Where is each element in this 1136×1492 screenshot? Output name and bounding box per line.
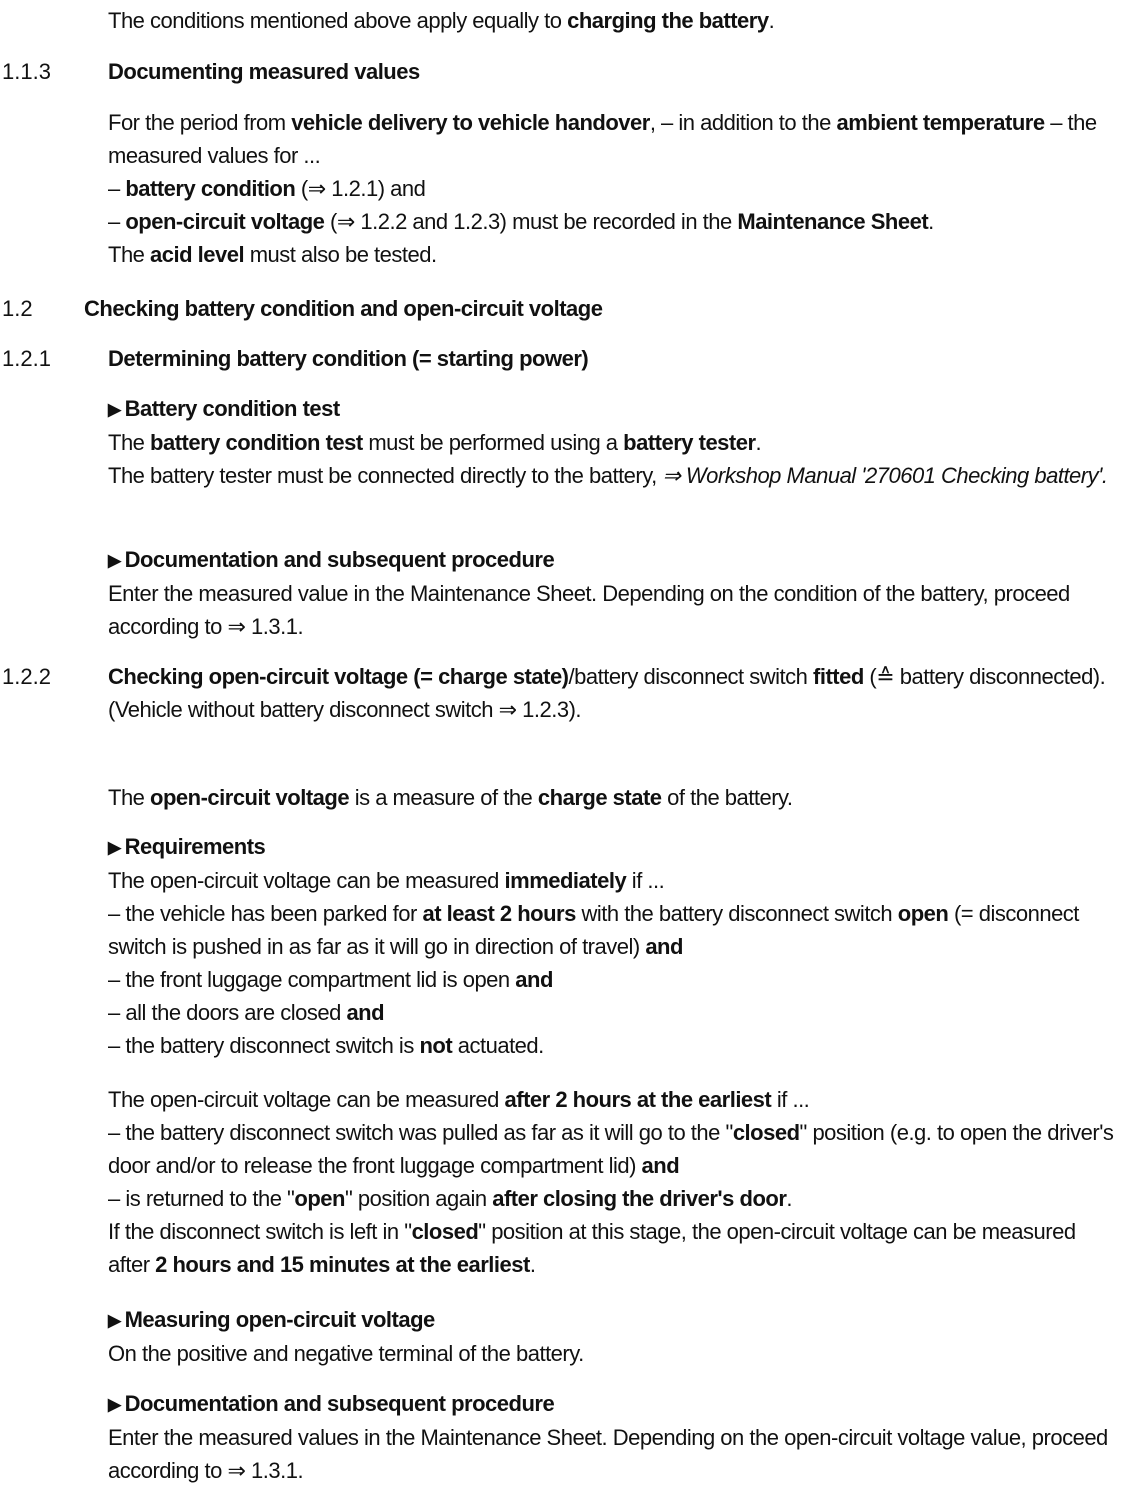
- subheading-text: Battery condition test: [124, 396, 340, 421]
- text: /battery disconnect switch: [568, 664, 814, 689]
- text: The battery tester must be connected directly to the battery,: [108, 463, 663, 488]
- text: – the vehicle has been parked for: [108, 901, 423, 926]
- text: must also be tested.: [244, 242, 437, 267]
- s122-documentation: [108, 1387, 1118, 1487]
- req-line-4: [108, 996, 1118, 1029]
- text: – the front luggage compartment lid is open: [108, 967, 516, 992]
- q-line-3: [108, 1182, 1118, 1215]
- bold: open: [294, 1186, 345, 1211]
- text: " position (e.g. to open the driver's door and/or to release the front luggage compartment lid): [108, 1120, 1114, 1178]
- bold: after closing the driver's door: [492, 1186, 787, 1211]
- bold: acid level: [150, 242, 245, 267]
- text: (⇒ 1.2.2 and 1.2.3) must be recorded in the: [324, 209, 738, 234]
- s113-line-2: [108, 172, 1118, 205]
- section-number-1-2-2: 1.2.2: [2, 664, 51, 689]
- triangle-bullet-icon: ▶: [108, 400, 121, 419]
- bold: not: [419, 1033, 453, 1058]
- bold: open-circuit voltage: [150, 785, 350, 810]
- subheading-text: Documentation and subsequent procedure: [124, 547, 555, 572]
- bold: battery condition test: [150, 430, 363, 455]
- bold: at least 2 hours: [422, 901, 576, 926]
- section-number-1-2: 1.2: [2, 296, 33, 321]
- triangle-bullet-icon: ▶: [108, 1395, 121, 1414]
- text: if ...: [771, 1087, 810, 1112]
- s113-line-1: [108, 106, 1118, 172]
- text: The: [108, 430, 151, 455]
- text: is a measure of the: [349, 785, 538, 810]
- section-1-1-3-body: [108, 106, 1118, 271]
- req-line-1: [108, 864, 1118, 897]
- text: .: [529, 1252, 536, 1277]
- text: must be performed using a: [362, 430, 624, 455]
- bold: battery condition: [125, 176, 296, 201]
- bold: and: [346, 1000, 385, 1025]
- s113-line-4: [108, 238, 1118, 271]
- text: – the measured values for ...: [108, 110, 1097, 168]
- text: .: [928, 209, 934, 234]
- text: .: [755, 430, 762, 455]
- text: – the battery disconnect switch is: [108, 1033, 420, 1058]
- text: (⇒ 1.2.1) and: [295, 176, 426, 201]
- req-line-5: [108, 1029, 1118, 1062]
- measuring-text: On the positive and negative terminal of the battery.: [108, 1341, 584, 1366]
- s122-paragraph-1: [108, 781, 1118, 814]
- documentation-text: Enter the measured values in the Maintenance Sheet. Depending on the open-circuit voltage value, proceed according to ⇒ 1.3.1.: [108, 1425, 1108, 1483]
- section-number-1-2-1: 1.2.1: [2, 346, 51, 371]
- triangle-bullet-icon: ▶: [108, 1311, 121, 1330]
- bold: fitted: [813, 664, 864, 689]
- text: The: [108, 785, 151, 810]
- s121-sub1-line-1: [108, 426, 1118, 459]
- text: if ...: [626, 868, 665, 893]
- text: with the battery disconnect switch: [575, 901, 898, 926]
- text: The open-circuit voltage can be measured: [108, 868, 505, 893]
- triangle-bullet-icon: ▶: [108, 551, 121, 570]
- s121-sub2-text: Enter the measured value in the Maintenance Sheet. Depending on the condition of the battery, proceed according to ⇒ 1.3.1.: [108, 581, 1070, 639]
- bold: closed: [411, 1219, 479, 1244]
- q-line-4: [108, 1215, 1118, 1281]
- text: –: [108, 209, 126, 234]
- section-title-1-2-1: Determining battery condition (= starting power): [108, 346, 589, 371]
- intro-paragraph: [108, 4, 1118, 37]
- s122-requirements: [108, 830, 1118, 1062]
- section-title-1-2-2: [108, 660, 1118, 726]
- text: – all the doors are closed: [108, 1000, 347, 1025]
- text: The open-circuit voltage can be measured: [108, 1087, 505, 1112]
- s122-measuring: [108, 1303, 1118, 1370]
- section-title-1-2: Checking battery condition and open-circuit voltage: [84, 296, 603, 321]
- bold: Maintenance Sheet: [737, 209, 929, 234]
- subheading-text: Requirements: [124, 834, 266, 859]
- q-line-2: [108, 1116, 1118, 1182]
- text: .: [786, 1186, 793, 1211]
- text: The: [108, 242, 151, 267]
- text: , – in addition to the: [649, 110, 837, 135]
- bold: and: [641, 1153, 680, 1178]
- bold: closed: [732, 1120, 800, 1145]
- bold: and: [515, 967, 553, 992]
- bold: and: [645, 934, 683, 959]
- req-line-3: [108, 963, 1118, 996]
- bold: vehicle delivery to vehicle handover: [291, 110, 650, 135]
- text: If the disconnect switch is left in ": [108, 1219, 412, 1244]
- text: –: [108, 176, 126, 201]
- bold: Checking open-circuit voltage (= charge state): [108, 664, 569, 689]
- text: of the battery.: [661, 785, 793, 810]
- section-title-1-1-3: Documenting measured values: [108, 59, 420, 84]
- bold: after 2 hours at the earliest: [504, 1087, 772, 1112]
- section-1-2-1-sub1: [108, 392, 1118, 492]
- text: – is returned to the ": [108, 1186, 295, 1211]
- subheading-documentation-2: [108, 1387, 1118, 1421]
- section-number-1-1-3: 1.1.3: [2, 59, 51, 84]
- intro-bold: charging the battery: [567, 8, 769, 33]
- bold: 2 hours and 15 minutes at the earliest: [155, 1252, 530, 1277]
- text: – the battery disconnect switch was pulled as far as it will go to the ": [108, 1120, 733, 1145]
- s122-after-2-hours: [108, 1083, 1118, 1281]
- s113-line-3: [108, 205, 1118, 238]
- subheading-documentation-1: [108, 543, 1118, 577]
- text: " position at this stage, the open-circuit voltage can be measured after: [108, 1219, 1076, 1277]
- intro-text: The conditions mentioned above apply equally to: [108, 8, 568, 33]
- text: (= disconnect switch is pushed in as far as it will go in direction of travel): [108, 901, 1079, 959]
- subheading-text: Measuring open-circuit voltage: [124, 1307, 435, 1332]
- s121-sub1-line-2: [108, 459, 1118, 492]
- s122-title: [108, 660, 1118, 693]
- section-1-2-1-sub2: [108, 543, 1118, 643]
- subheading-text: Documentation and subsequent procedure: [124, 1391, 555, 1416]
- text: " position again: [344, 1186, 493, 1211]
- triangle-bullet-icon: ▶: [108, 838, 121, 857]
- bold: immediately: [504, 868, 627, 893]
- bold: open-circuit voltage: [125, 209, 325, 234]
- text: (≙ battery disconnected).: [863, 664, 1106, 689]
- bold: ambient temperature: [836, 110, 1045, 135]
- s122-title-note: (Vehicle without battery disconnect switch ⇒ 1.2.3).: [108, 697, 582, 722]
- intro-end: .: [768, 8, 775, 33]
- text: For the period from: [108, 110, 292, 135]
- subheading-battery-condition-test: [108, 392, 1118, 426]
- q-line-1: [108, 1083, 1118, 1116]
- workshop-manual-reference: ⇒ Workshop Manual '270601 Checking battery'.: [662, 463, 1108, 488]
- bold: charge state: [537, 785, 662, 810]
- text: actuated.: [452, 1033, 544, 1058]
- subheading-requirements: [108, 830, 1118, 864]
- bold: open: [897, 901, 949, 926]
- subheading-measuring-ocv: [108, 1303, 1118, 1337]
- bold: battery tester: [623, 430, 756, 455]
- req-line-2: [108, 897, 1118, 963]
